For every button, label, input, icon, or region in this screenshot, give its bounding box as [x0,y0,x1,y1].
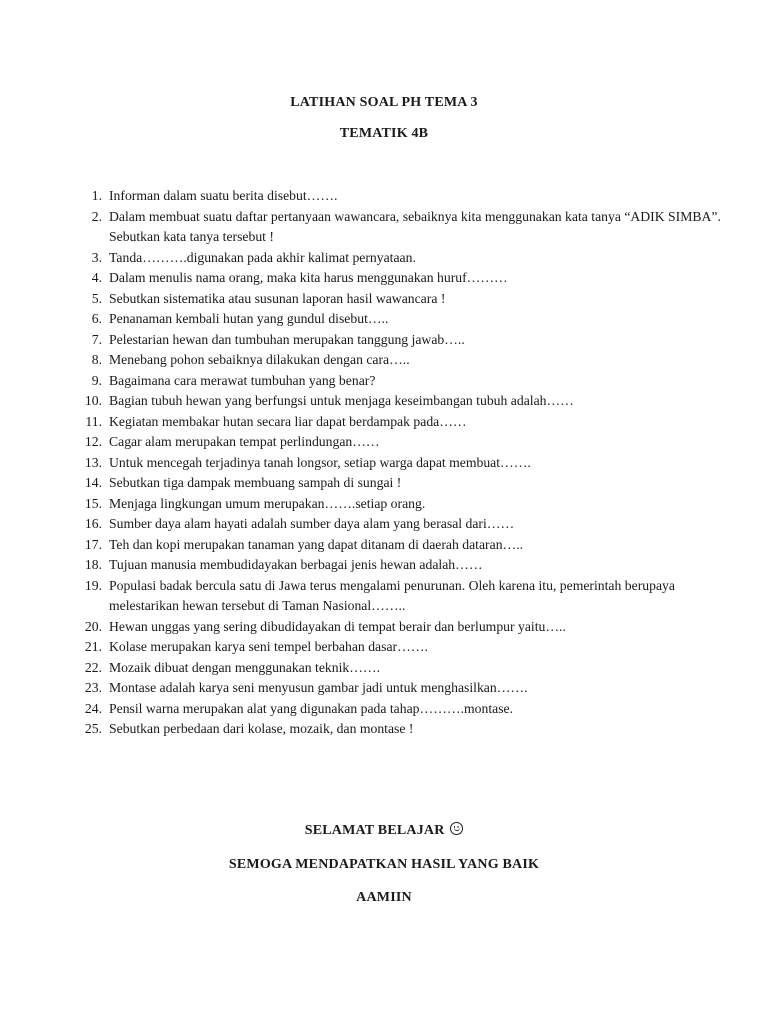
question-number: 6. [91,311,102,326]
question-number: 15. [84,495,102,511]
question-number: 8. [91,352,102,367]
question-number: 1. [91,188,102,203]
question-number: 13. [84,454,102,470]
question-number: 18. [84,557,102,572]
question-text: Tanda……….digunakan pada akhir kalimat pernyataan. [109,249,416,265]
question-number: 10. [84,393,102,408]
closing-line-1 [0,822,768,839]
question-number: 14. [84,475,102,490]
question-item [0,330,768,351]
question-item [0,412,768,433]
question-number: 12. [84,434,102,449]
question-item [0,576,768,617]
question-text: Sebutkan perbedaan dari kolase, mozaik, dan montase ! [109,721,414,736]
question-text: Cagar alam merupakan tempat perlindungan…… [109,434,380,449]
question-item [0,617,768,638]
question-number: 24. [84,700,102,716]
question-item [0,678,768,699]
question-item [0,473,768,494]
question-item [0,350,768,371]
question-number: 19. [84,577,102,593]
question-number: 20. [84,618,102,634]
question-item [0,494,768,515]
question-item [0,207,768,248]
question-text: Mozaik dibuat dengan menggunakan teknik……. [109,659,381,675]
question-number: 22. [84,659,102,675]
question-text: Bagaimana cara merawat tumbuhan yang benar? [109,372,376,388]
question-item [0,309,768,330]
document-title: LATIHAN SOAL PH TEMA 3 [290,95,478,110]
question-number: 5. [91,290,102,306]
question-item [0,535,768,556]
question-text: Kolase merupakan karya seni tempel berbahan dasar……. [109,639,428,654]
question-item [0,268,768,289]
question-item [0,289,768,310]
question-item [0,637,768,658]
question-text: Menjaga lingkungan umum merupakan…….setiap orang. [109,495,426,511]
smiley-face-icon [450,822,463,835]
closing-greeting: SELAMAT BELAJAR [304,823,445,838]
question-text: Sebutkan sistematika atau susunan laporan hasil wawancara ! [109,290,446,306]
question-text: Dalam menulis nama orang, maka kita harus menggunakan huruf……… [109,270,508,285]
question-number: 25. [84,721,102,736]
question-text: Pensil warna merupakan alat yang digunakan pada tahap……….montase. [109,700,514,716]
question-text: Sumber daya alam hayati adalah sumber daya alam yang berasal dari…… [109,516,515,531]
question-text: Hewan unggas yang sering dibudidayakan di tempat berair dan berlumpur yaitu….. [109,618,566,634]
question-text: Dalam membuat suatu daftar pertanyaan wawancara, sebaiknya kita menggunakan kata tanya “ADIK SIMBA”. Sebutkan kata tanya tersebut ! [109,208,721,244]
question-text: Penanaman kembali hutan yang gundul disebut….. [109,311,389,326]
question-item [0,432,768,453]
question-text: Pelestarian hewan dan tumbuhan merupakan tanggung jawab….. [109,331,465,347]
question-number: 3. [91,249,102,265]
question-item [0,186,768,207]
question-item [0,658,768,679]
question-item [0,555,768,576]
question-number: 21. [84,639,102,654]
question-item [0,719,768,740]
question-number: 11. [85,413,102,429]
question-text: Bagian tubuh hewan yang berfungsi untuk menjaga keseimbangan tubuh adalah…… [109,393,574,408]
question-item [0,391,768,412]
closing-line-3: AAMIIN [356,890,412,905]
question-text: Menebang pohon sebaiknya dilakukan dengan cara….. [109,352,410,367]
question-text: Tujuan manusia membudidayakan berbagai jenis hewan adalah…… [109,557,483,572]
question-number: 2. [91,208,102,224]
question-text: Sebutkan tiga dampak membuang sampah di sungai ! [109,475,402,490]
question-item [0,514,768,535]
question-item [0,371,768,392]
question-item [0,453,768,474]
question-number: 9. [91,372,102,388]
question-item [0,248,768,269]
document-subtitle: TEMATIK 4B [339,126,429,141]
question-number: 4. [91,270,102,285]
question-text: Montase adalah karya seni menyusun gambar jadi untuk menghasilkan……. [109,680,528,695]
question-number: 23. [84,680,102,695]
closing-line-2: SEMOGA MENDAPATKAN HASIL YANG BAIK [228,857,540,872]
question-number: 16. [84,516,102,531]
question-number: 17. [84,536,102,552]
question-text: Untuk mencegah terjadinya tanah longsor, setiap warga dapat membuat……. [109,454,531,470]
question-number: 7. [91,331,102,347]
question-text: Teh dan kopi merupakan tanaman yang dapat ditanam di daerah dataran….. [109,536,524,552]
question-text: Informan dalam suatu berita disebut……. [109,188,338,203]
question-text: Populasi badak bercula satu di Jawa terus mengalami penurunan. Oleh karena itu, pemerintah berupaya melestarikan hewan tersebut di Taman Nasional…….. [109,577,675,613]
question-item [0,699,768,720]
question-list [0,186,768,740]
question-text: Kegiatan membakar hutan secara liar dapat berdampak pada…… [109,413,467,429]
